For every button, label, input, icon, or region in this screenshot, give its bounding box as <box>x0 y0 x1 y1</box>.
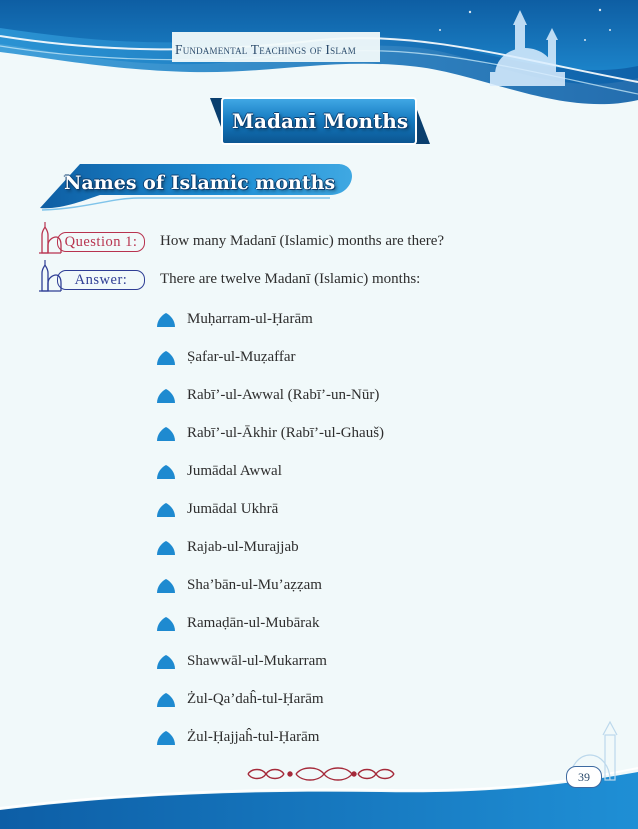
month-name: Muḥarram-ul-Ḥarām <box>187 311 313 327</box>
month-name: Sha’bān-ul-Mu’aẓẓam <box>187 577 322 593</box>
month-name: Rajab-ul-Murajjab <box>187 539 299 555</box>
main-title: Madanī Months <box>231 109 409 133</box>
month-name: Żul-Qa’daĥ-tul-Ḥarām <box>187 691 324 707</box>
month-name: Ṣafar-ul-Muẓaffar <box>187 349 296 365</box>
ornament-divider-icon <box>248 768 394 780</box>
month-name: Shawwāl-ul-Mukarram <box>187 653 327 669</box>
answer-text: There are twelve Madanī (Islamic) months: <box>160 271 421 287</box>
page-number: 39 <box>566 766 602 788</box>
month-name: Rabī’-ul-Awwal (Rabī’-un-Nūr) <box>187 387 380 403</box>
month-name: Jumādal Ukhrā <box>187 501 279 517</box>
month-name: Jumādal Awwal <box>187 463 282 479</box>
month-name: Rabī’-ul-Ākhir (Rabī’-ul-Ghauš) <box>187 425 385 441</box>
answer-label: Answer: <box>57 270 145 290</box>
question-label: Question 1: <box>57 232 145 252</box>
month-name: Żul-Ḥajjaĥ-tul-Ḥarām <box>187 729 320 745</box>
section-title: Names of Islamic months <box>64 172 336 194</box>
month-name: Ramaḍān-ul-Mubārak <box>187 615 320 631</box>
question-text: How many Madanī (Islamic) months are there? <box>160 233 445 249</box>
header-title: Fundamental Teachings of Islam <box>175 42 356 57</box>
